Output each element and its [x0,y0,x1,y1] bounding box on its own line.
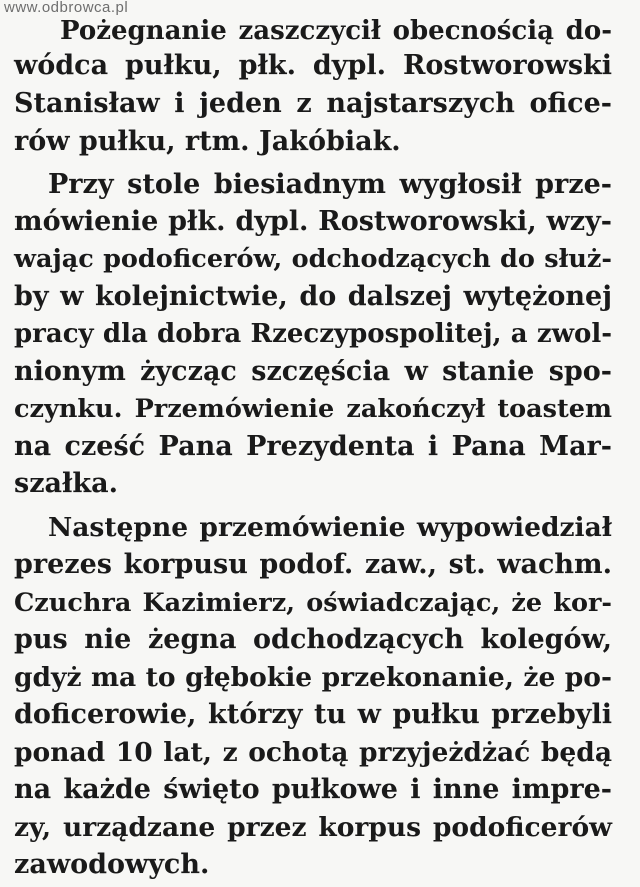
watermark-text: www.odbrowca.pl [4,0,129,16]
text-line: zawodowych. [14,849,210,880]
text-line: wając podoficerów, odchodzących do służ- [14,244,612,274]
text-line: Stanisław i jeden z najstarszych ofice- [14,88,612,119]
text-line: ponad 10 lat, z ochotą przyjeżdżać będą [14,737,612,768]
text-line: na cześć Pana Prezydenta i Pana Mar- [14,431,612,462]
text-line: pracy dla dobra Rzeczypospolitej, a zwol- [14,319,612,349]
text-line: czynku. Przemówienie zakończył toastem [14,394,612,424]
text-line: Przy stole biesiadnym wygłosił prze- [48,169,612,200]
text-line: szałka. [14,468,119,499]
text-line: Pożegnanie zaszczycił obecnością do- [60,16,612,46]
text-line: na każde święto pułkowe i inne impre- [14,774,612,805]
text-line: Następne przemówienie wypowiedział [48,512,612,543]
text-line: zy, urządzane przez korpus podoficerów [14,812,612,843]
text-line: doficerowie, którzy tu w pułku przebyli [14,699,612,730]
text-line: by w kolejnictwie, do dalszej wytężonej [14,281,612,312]
text-line: nionym życząc szczęścia w stanie spo- [14,356,612,387]
text-line: prezes korpusu podof. zaw., st. wachm. [14,549,612,580]
text-line: gdyż ma to głębokie przekonanie, że po- [14,662,612,693]
text-line: Czuchra Kazimierz, oświadczając, że kor- [14,588,612,618]
text-line: wódca pułku, płk. dypl. Rostworowski [14,50,612,81]
text-line: pus nie żegna odchodzących kolegów, [14,624,612,655]
text-line: mówienie płk. dypl. Rostworowski, wzy- [14,206,612,237]
text-line: rów pułku, rtm. Jakóbiak. [14,126,401,157]
